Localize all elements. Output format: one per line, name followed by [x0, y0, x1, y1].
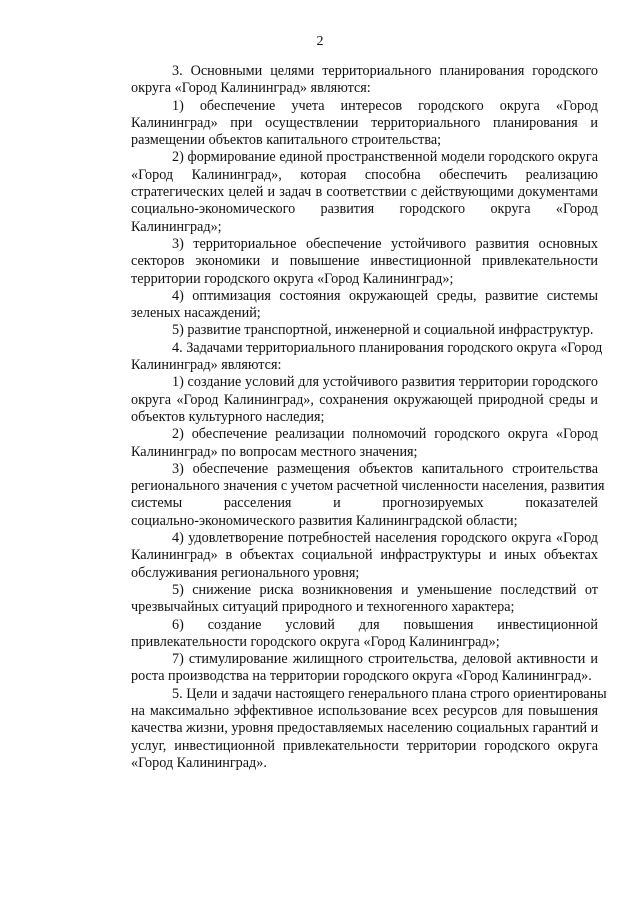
text-line: объектов культурного наследия;	[131, 408, 325, 425]
paragraph	[90, 460, 605, 530]
text-line: 4. Задачами территориального планирования городского округа «Город	[172, 339, 603, 356]
text-line: 3) территориальное обеспечение устойчивого развития основных	[172, 235, 598, 252]
paragraph	[90, 426, 598, 461]
text-line: 1) создание условий для устойчивого развития территории городского	[172, 374, 598, 391]
text-line: Калининград» по вопросам местного значения;	[131, 443, 418, 460]
text-line: округа «Город Калининград» являются:	[131, 80, 371, 97]
paragraph	[90, 63, 598, 98]
text-line: чрезвычайных ситуаций природного и техногенного характера;	[131, 599, 515, 616]
text-line: 7) стимулирование жилищного строительства, деловой активности и	[172, 651, 598, 668]
text-line: территории городского округа «Город Калининград»;	[131, 270, 454, 287]
text-line: 5) развитие транспортной, инженерной и социальной инфраструктур.	[172, 322, 594, 339]
paragraph	[90, 582, 598, 617]
text-line: 6) создание условий для повышения инвестиционной	[172, 616, 598, 633]
text-line: «Город Калининград», которая способна обеспечить реализацию	[131, 166, 598, 183]
paragraph	[90, 288, 598, 323]
text-line: Калининград» при осуществлении территориального планирования и	[131, 114, 598, 131]
paragraph	[90, 236, 598, 288]
paragraph	[90, 617, 598, 652]
paragraph	[90, 149, 598, 235]
text-line: роста производства на территории городского округа «Город Калининград».	[131, 668, 592, 685]
text-line: Калининград»;	[131, 218, 222, 235]
text-line: зеленых насаждений;	[131, 305, 261, 322]
text-line: системы расселения и прогнозируемых показателей	[131, 495, 598, 512]
text-line: 3) обеспечение размещения объектов капитального строительства	[172, 460, 598, 477]
text-line: 2) обеспечение реализации полномочий городского округа «Город	[172, 426, 598, 443]
text-line: «Город Калининград».	[131, 754, 267, 771]
text-line: качества жизни, уровня предоставляемых населению социальных гарантий и	[131, 720, 599, 737]
text-line: Калининград» являются:	[131, 357, 282, 374]
text-line: социально-экономического развития Калининградской области;	[131, 512, 518, 529]
text-line: округа «Город Калининград», сохранения окружающей природной среды и	[131, 391, 598, 408]
text-line: обслуживания регионального уровня;	[131, 564, 360, 581]
paragraph	[90, 339, 603, 375]
text-line: 5) снижение риска возникновения и уменьшение последствий от	[172, 581, 598, 598]
page-number: 2	[316, 34, 324, 49]
text-line: социально-экономического развития городского округа «Город	[131, 201, 598, 218]
paragraph	[90, 530, 598, 582]
text-line: регионального значения с учетом расчетной численности населения, развития	[131, 478, 605, 495]
paragraph	[90, 651, 598, 686]
text-line: услуг, инвестиционной привлекательности территории городского округа	[131, 737, 598, 754]
paragraph	[90, 685, 607, 772]
text-line: привлекательности городского округа «Город Калининград»;	[131, 633, 500, 650]
text-line: 4) удовлетворение потребностей населения городского округа «Город	[172, 530, 598, 547]
text-line: размещении объектов капитального строительства;	[131, 132, 442, 149]
text-line: 1) обеспечение учета интересов городского округа «Город	[172, 97, 598, 114]
text-line: на максимально эффективное использование всех ресурсов для повышения	[131, 702, 598, 719]
paragraph	[90, 98, 598, 150]
document-body	[90, 63, 607, 772]
text-line: 3. Основными целями территориального планирования городского	[172, 63, 598, 79]
paragraph	[90, 322, 598, 339]
text-line: секторов экономики и повышение инвестиционной привлекательности	[131, 253, 598, 270]
paragraph	[90, 374, 598, 426]
text-line: Калининград» в объектах социальной инфраструктуры и иных объектах	[131, 547, 598, 564]
text-line: 2) формирование единой пространственной модели городского округа	[172, 149, 598, 166]
text-line: 5. Цели и задачи настоящего генерального плана строго ориентированы	[172, 685, 607, 702]
text-line: 4) оптимизация состояния окружающей среды, развитие системы	[172, 287, 598, 304]
text-line: стратегических целей и задач в соответствии с действующими документами	[131, 184, 598, 201]
